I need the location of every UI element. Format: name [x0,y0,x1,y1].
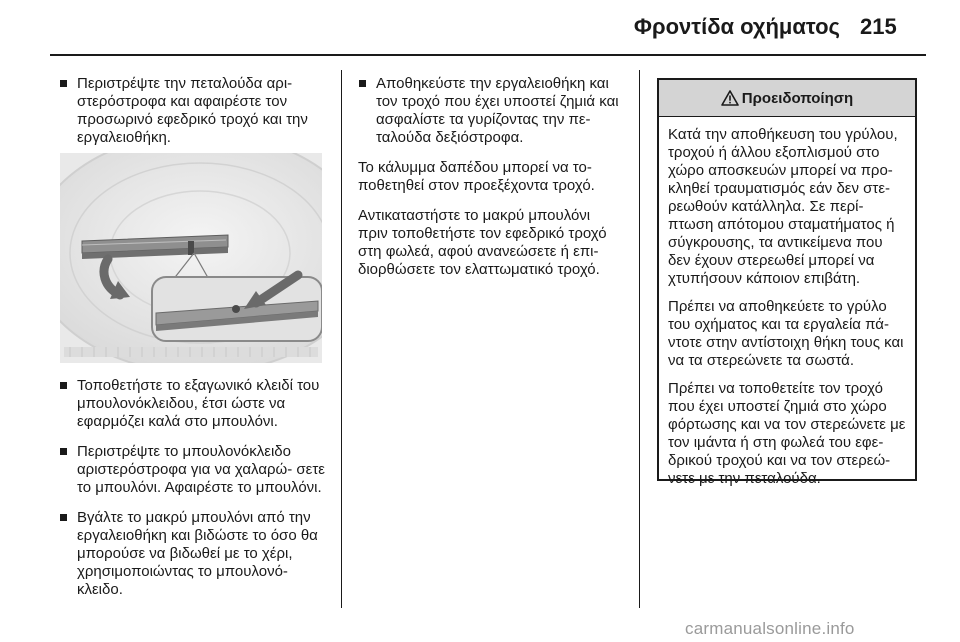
instruction-bullet: Τοποθετήστε το εξαγωνικό κλειδί του μπουλονόκλειδου, έτσι ώστε να εφαρμόζει καλά στο μπουλόνι. [59,377,327,431]
middle-column [358,75,624,291]
page-number: 215 [860,14,897,39]
warning-header [659,80,915,117]
warning-paragraph: Πρέπει να αποθηκεύετε το γρύλο του οχήματος και τα εργαλεία πά- ντοτε στην αντίστοιχη θήκη τους και να τα στερεώνετε τα σωστά. [668,298,904,369]
warning-body [659,117,915,488]
warning-title: Προειδοποίηση [741,89,854,107]
instruction-bullet: Βγάλτε το μακρύ μπουλόνι από την εργαλειοθήκη και βιδώστε το όσο θα μπορούσε να βιδωθεί με το χέρι, χρησιμοποιώντας το μπουλονό- κλειδο. [59,509,327,599]
section-title: Φροντίδα οχήματος [633,14,840,39]
warning-triangle-icon [721,90,739,106]
instruction-bullet: Αποθηκεύστε την εργαλειοθήκη και τον τροχό που έχει υποστεί ζημιά και ασφαλίστε τα γυρίζοντας την πε- ταλούδα δεξιόστροφα. [358,75,624,147]
left-column-steps [59,377,327,611]
instruction-bullet: Περιστρέψτε την πεταλούδα αρι- στερόστροφα και αφαιρέστε τον προσωρινό εφεδρικό τροχό και την εργαλειοθήκη. [59,75,327,147]
watermark: carmanualsonline.info [685,619,855,638]
spare-wheel-illustration [60,153,322,363]
column-divider-left [341,70,342,608]
warning-paragraph: Πρέπει να τοποθετείτε τον τροχό που έχει υποστεί ζημιά στο χώρο φόρτωσης και να τον στερεώνετε με τον ιμάντα ή στη φωλεά του εφε- δρικού τροχού και να τον στερεώ- νετε με την πεταλούδα. [668,380,906,487]
body-paragraph: Αντικαταστήστε το μακρύ μπουλόνι πριν τοποθετήστε τον εφεδρικό τροχό στη φωλεά, αφού ανανεώσετε ή επι- διορθώσετε τον ελαττωματικό τροχό. [358,207,607,278]
left-column-top [59,75,327,159]
header-divider [50,54,926,56]
warning-box [657,78,917,487]
body-paragraph: Το κάλυμμα δαπέδου μπορεί να το- ποθετηθεί στον προεξέχοντα τροχό. [358,159,595,194]
column-divider-right [639,70,640,608]
instruction-bullet: Περιστρέψτε το μπουλονόκλειδο αριστερόστροφα για να χαλαρώ- σετε το μπουλόνι. Αφαιρέστε το μπουλόνι. [59,443,327,497]
warning-paragraph: Κατά την αποθήκευση του γρύλου, τροχού ή άλλου εξοπλισμού στο χώρο αποσκευών μπορεί να προ- κληθεί τραυματισμός εάν δεν στε- ρεωθούν κατάλληλα. Σε περί- πτωση απότομου σταματήματος ή σύγκρουσης, τα αντικείμενα που δεν έχουν στερεωθεί μπορεί να χτυπήσουν κάποιον επιβάτη. [668,126,898,287]
